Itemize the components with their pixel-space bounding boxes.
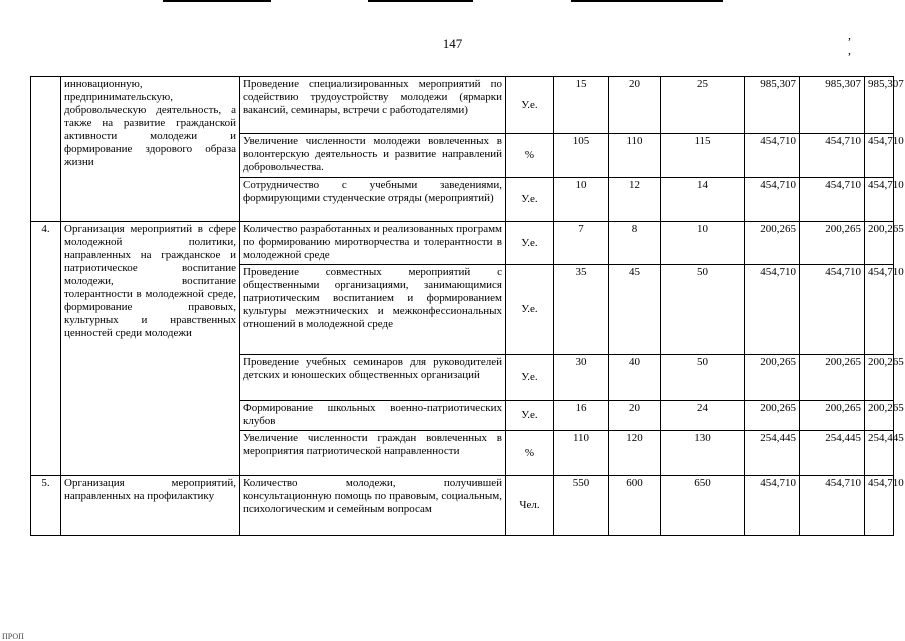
row-number: 5.: [31, 476, 61, 536]
unit-cell: У.е.: [506, 401, 554, 431]
top-rule-left: [163, 0, 271, 2]
row-number: [31, 77, 61, 222]
unit-cell: У.е.: [506, 178, 554, 222]
funding-year2-cell: 985,307: [800, 77, 865, 134]
value-year3-cell: 130: [661, 431, 745, 476]
funding-year2-cell: 454,710: [800, 476, 865, 536]
value-year3-cell: 24: [661, 401, 745, 431]
unit-cell: %: [506, 134, 554, 178]
direction-cell: Организация мероприятий, направленных на профилактику: [61, 476, 240, 536]
corner-marks: , ,: [848, 28, 881, 57]
value-year1-cell: 15: [554, 77, 609, 134]
funding-year3-cell: 454,710: [865, 476, 894, 536]
funding-year1-cell: 200,265: [745, 401, 800, 431]
value-year3-cell: 10: [661, 222, 745, 265]
activity-cell: Проведение учебных семинаров для руководителей детских и юношеских общественных организаций: [240, 355, 506, 401]
value-year2-cell: 40: [609, 355, 661, 401]
funding-year3-cell: 200,265: [865, 355, 894, 401]
unit-cell: %: [506, 431, 554, 476]
value-year3-cell: 25: [661, 77, 745, 134]
activity-cell: Формирование школьных военно-патриотических клубов: [240, 401, 506, 431]
funding-year1-cell: 985,307: [745, 77, 800, 134]
funding-year1-cell: 200,265: [745, 355, 800, 401]
direction-cell: инновационную, предпринимательскую, добровольческую деятельность, а также на развитие гражданской активности молодежи и формирование здорового образа жизни: [61, 77, 240, 222]
value-year2-cell: 20: [609, 401, 661, 431]
funding-year3-cell: 454,710: [865, 134, 894, 178]
value-year2-cell: 12: [609, 178, 661, 222]
funding-year3-cell: 454,710: [865, 178, 894, 222]
funding-year3-cell: 200,265: [865, 401, 894, 431]
funding-year1-cell: 200,265: [745, 222, 800, 265]
funding-year2-cell: 200,265: [800, 222, 865, 265]
activity-cell: Количество молодежи, получившей консультационную помощь по правовым, социальным, психологическим и семейным вопросам: [240, 476, 506, 536]
activity-cell: Проведение специализированных мероприятий по содействию трудоустройству молодежи (ярмарки вакансий, семинары, встречи с работодателями): [240, 77, 506, 134]
unit-cell: У.е.: [506, 222, 554, 265]
value-year1-cell: 7: [554, 222, 609, 265]
value-year1-cell: 16: [554, 401, 609, 431]
value-year1-cell: 110: [554, 431, 609, 476]
unit-cell: У.е.: [506, 265, 554, 355]
unit-cell: Чел.: [506, 476, 554, 536]
value-year1-cell: 30: [554, 355, 609, 401]
funding-year2-cell: 200,265: [800, 355, 865, 401]
funding-year2-cell: 200,265: [800, 401, 865, 431]
row-number: 4.: [31, 222, 61, 476]
value-year1-cell: 35: [554, 265, 609, 355]
activity-cell: Увеличение численности молодежи вовлеченных в волонтерскую деятельность и развитие направлений добровольчества.: [240, 134, 506, 178]
value-year2-cell: 600: [609, 476, 661, 536]
funding-year1-cell: 454,710: [745, 476, 800, 536]
value-year3-cell: 14: [661, 178, 745, 222]
unit-cell: У.е.: [506, 77, 554, 134]
value-year3-cell: 50: [661, 265, 745, 355]
unit-cell: У.е.: [506, 355, 554, 401]
value-year2-cell: 110: [609, 134, 661, 178]
funding-year1-cell: 454,710: [745, 265, 800, 355]
value-year3-cell: 115: [661, 134, 745, 178]
value-year2-cell: 8: [609, 222, 661, 265]
direction-cell: Организация мероприятий в сфере молодежной политики, направленных на гражданское и патриотическое воспитание молодежи, воспитание толерантности в молодежной среде, формирование правовых, культурных и нравственных ценностей среди молодежи: [61, 222, 240, 476]
page-number: 147: [442, 36, 463, 51]
top-rule-middle: [368, 0, 473, 2]
value-year1-cell: 10: [554, 178, 609, 222]
bottom-edge-mark: ПРОП: [2, 632, 24, 641]
activity-cell: Проведение совместных мероприятий с общественными организациями, занимающимися патриотическим воспитанием и формированием культуры межэтнических и межконфессиональных отношений в молодежной среде: [240, 265, 506, 355]
funding-year2-cell: 254,445: [800, 431, 865, 476]
activity-cell: Увеличение численности граждан вовлеченных в мероприятия патриотической направленности: [240, 431, 506, 476]
value-year1-cell: 105: [554, 134, 609, 178]
activity-cell: Сотрудничество с учебными заведениями, формирующими студенческие отряды (мероприятий): [240, 178, 506, 222]
funding-year3-cell: 454,710: [865, 265, 894, 355]
value-year1-cell: 550: [554, 476, 609, 536]
funding-year1-cell: 454,710: [745, 178, 800, 222]
table-row: [31, 476, 894, 536]
funding-year2-cell: 454,710: [800, 265, 865, 355]
activity-cell: Количество разработанных и реализованных программ по формированию миротворчества и толерантности в молодежной среде: [240, 222, 506, 265]
funding-year1-cell: 454,710: [745, 134, 800, 178]
funding-year3-cell: 254,445: [865, 431, 894, 476]
table-row: [31, 77, 894, 134]
value-year3-cell: 650: [661, 476, 745, 536]
table-row: [31, 222, 894, 265]
value-year2-cell: 45: [609, 265, 661, 355]
funding-year3-cell: 985,307: [865, 77, 894, 134]
funding-year2-cell: 454,710: [800, 134, 865, 178]
funding-year2-cell: 454,710: [800, 178, 865, 222]
value-year3-cell: 50: [661, 355, 745, 401]
value-year2-cell: 120: [609, 431, 661, 476]
funding-year1-cell: 254,445: [745, 431, 800, 476]
top-rule-right: [571, 0, 723, 2]
funding-year3-cell: 200,265: [865, 222, 894, 265]
program-indicators-table: [30, 76, 904, 536]
value-year2-cell: 20: [609, 77, 661, 134]
